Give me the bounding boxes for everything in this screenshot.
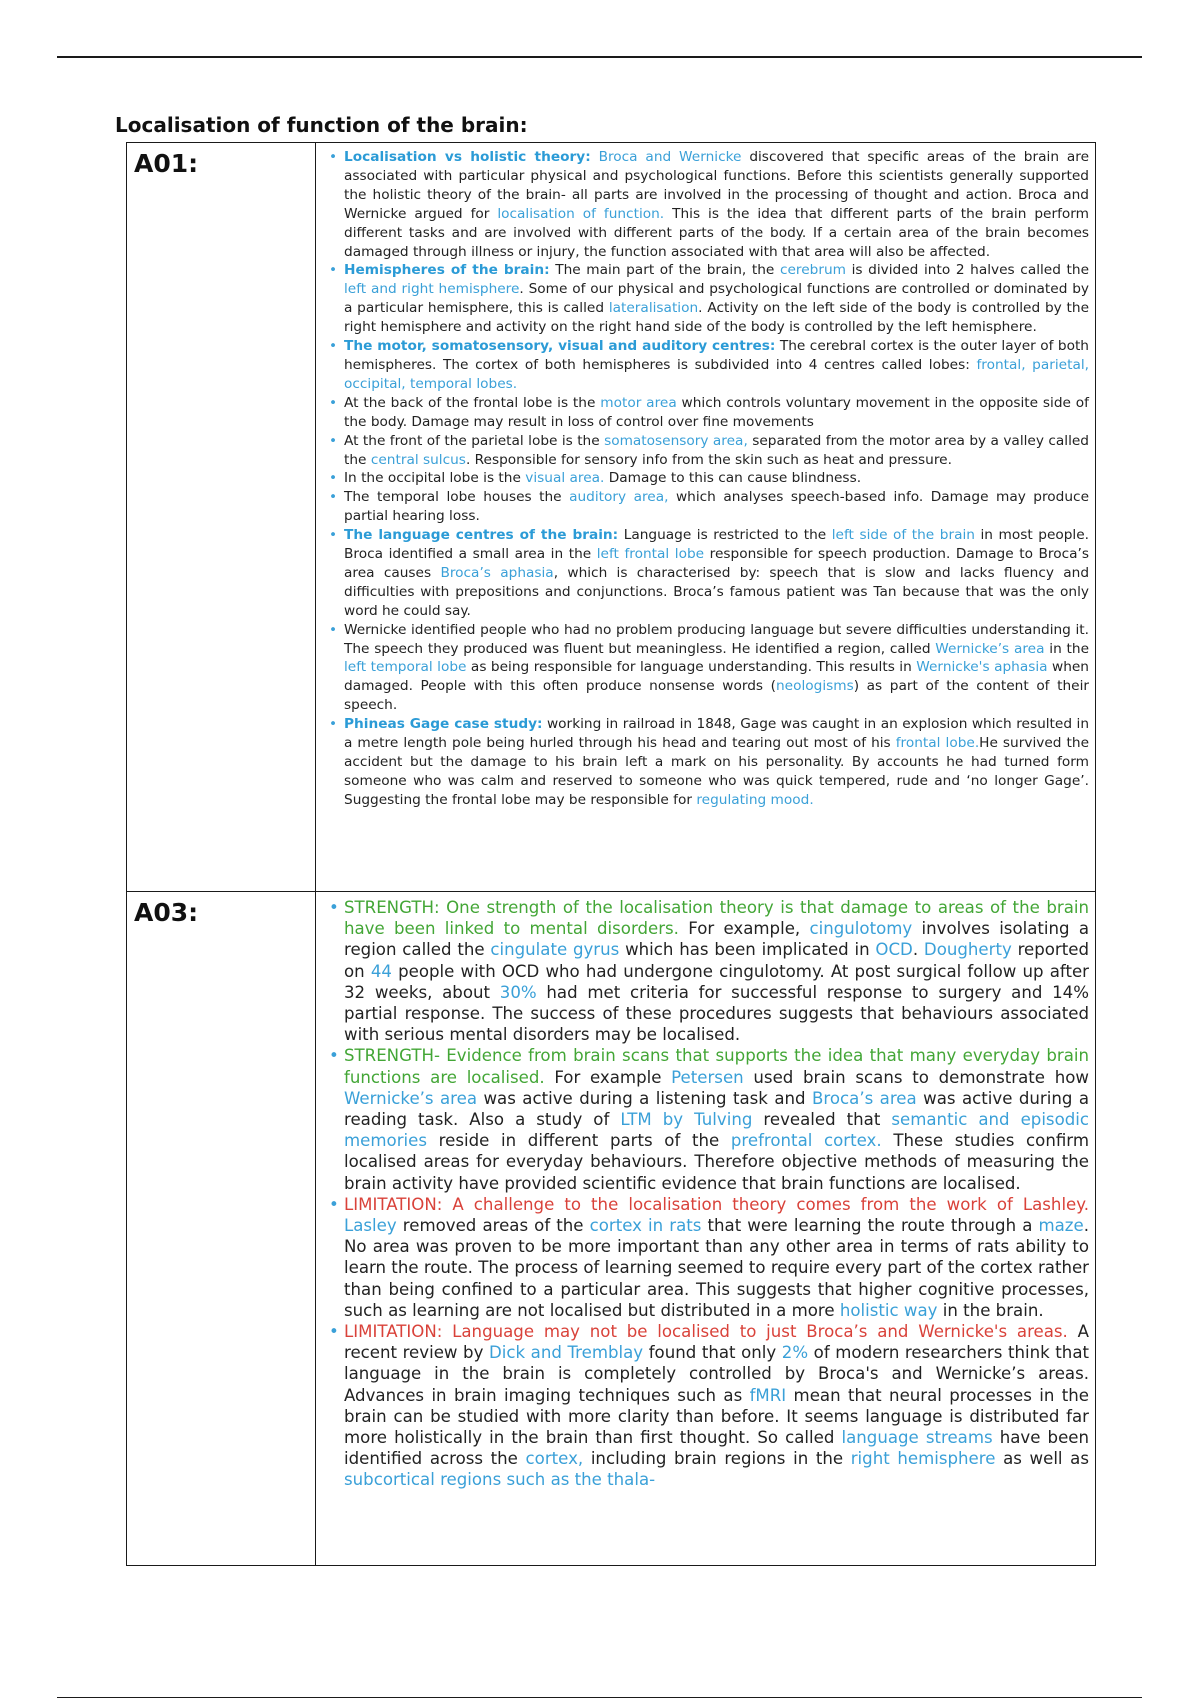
body-text: that were learning the route through a [701,1216,1039,1236]
highlighted-text: Wernicke’s area [935,640,1045,657]
body-text: At the back of the frontal lobe is the [344,394,601,411]
highlighted-text: Petersen [671,1067,744,1087]
bullet-item [328,621,1089,716]
bullet-item [328,261,1089,337]
body-text: responsible for speech production. Damage to Broca’s area causes [344,546,1089,581]
highlighted-text: left frontal lobe [596,546,705,563]
highlighted-text: 44 [370,961,392,981]
body-text: was active during a reading task. Also a study of [344,1088,1089,1130]
bullet-item [328,488,1089,526]
bullet-item [328,432,1089,470]
highlighted-text: Phineas Gage case study: [344,716,543,733]
body-text: as being responsible for language understanding. This results in [466,659,917,676]
highlighted-text: prefrontal cortex. [730,1131,882,1151]
body-text: . No area was proven to be more important than any other area in terms of rats ability to learn the route. The process of learning seemed to require every part of the cortex rather than being confined to a particular area. This suggests that higher cognitive processes, such as learning are not localised but distributed in a more [344,1216,1090,1320]
highlighted-text: 30% [499,982,537,1002]
highlighted-text: Localisation vs holistic theory: [344,149,591,165]
header-rule [57,56,1142,58]
highlighted-text: left temporal lobe [344,659,467,676]
ao3-content-cell [316,892,1095,1565]
ao1-label: A01: [134,149,199,178]
highlighted-text: Wernicke’s area [344,1088,478,1108]
highlighted-text: lateralisation [608,300,699,317]
body-text: . Activity on the left side of the body is controlled by the right hemisphere and activity on the right hand side of the body is controlled by the left hemisphere. [344,300,1089,336]
highlighted-text: motor area [600,394,677,411]
body-text: mean that neural processes in the brain can be studied with more clarity than before. It seems language is distributed far more holistically in the brain than first thought. So called [344,1385,1089,1448]
bullet-item [328,1194,1089,1321]
highlighted-text: The language centres of the brain: [344,527,619,544]
highlighted-text: right hemisphere [850,1449,996,1469]
body-text: reported on [344,940,1089,981]
highlighted-text: central sulcus [370,451,466,468]
bullet-item [328,526,1089,621]
body-text: working in railroad in 1848, Gage was caught in an explosion which resulted in a metre length pole being hurled through his head and tearing out most of his [344,716,1089,752]
bullet-item [328,337,1089,394]
body-text: people with OCD who had undergone cingulotomy. At post surgical follow up after 32 weeks, about [344,961,1089,1002]
body-text: separated from the motor area by a valley called the [344,432,1089,468]
body-text: . Responsible for sensory info from the skin such as heat and pressure. [465,451,952,468]
body-text: A recent review by [344,1322,1089,1363]
highlighted-text: cortex, [525,1449,584,1469]
body-text: in the brain. [937,1300,1044,1320]
body-text: as well as [995,1449,1089,1469]
ao1-label-cell [127,143,316,891]
body-text: For example [544,1067,672,1087]
body-text: He survived the accident but the damage to his brain left a mark on his personality. By accounts he had turned form someone who was calm and reserved to someone who was quick tempered, rude and ‘no longer Gage’. Suggesting the frontal lobe may be responsible for [344,735,1089,808]
ao1-row [126,142,1096,892]
highlighted-text: neologisms [775,678,854,695]
body-text: Wernicke identified people who had no problem producing language but severe difficulties understanding it. The speech they produced was fluent but meaningless. He identified a region, called [344,621,1089,657]
body-text: Language is restricted to the [618,527,832,544]
bullet-item [328,394,1089,432]
body-text: including brain regions in the [583,1449,851,1469]
highlighted-text: language streams [841,1428,993,1448]
highlighted-text: LIMITATION: A challenge to the localisation theory comes from the work of Lashley. [344,1194,1089,1214]
body-text: in most people. Broca identified a small area in the [344,527,1089,563]
highlighted-text: cortex in rats [589,1216,702,1236]
body-text: discovered that specific areas of the brain are associated with particular physical and psychological functions. Before this scientists generally supported the holistic theory of the brain- all parts are involved in the processing of thought and action. Broca and Wernicke argued for [344,149,1089,222]
highlighted-text: fMRI [749,1385,787,1405]
highlighted-text: Hemispheres of the brain: [344,262,550,279]
body-text: . Some of our physical and psychological functions are controlled or dominated by a particular hemisphere, this is called [344,281,1090,317]
highlighted-text: The motor, somatosensory, visual and auditory centres: [344,338,776,355]
highlighted-text: cingulate gyrus [490,940,620,960]
ao3-row [126,891,1096,1566]
body-text: At the front of the parietal lobe is the [344,432,605,449]
highlighted-text: STRENGTH- Evidence from brain scans that supports the idea that many everyday brain functions are localised. [344,1046,1089,1087]
body-text: For example, [678,919,810,939]
body-text: when damaged. People with this often produce nonsense words ( [344,659,1089,695]
ao3-label: A03: [134,898,199,927]
highlighted-text: cerebrum [779,262,846,279]
highlighted-text: frontal lobe. [895,735,980,752]
body-text: was active during a listening task and [477,1088,813,1108]
ao3-bullet-list [328,897,1089,1491]
body-text: reside in different parts of the [426,1131,731,1151]
body-text: This is the idea that different parts of the brain perform different tasks and are involved with different parts of the body. If a certain area of the brain becomes damaged through illness or injury, the function associated with that area will also be affected. [344,205,1089,260]
highlighted-text: left and right hemisphere [344,281,520,298]
highlighted-text: Dick and Tremblay [488,1343,644,1363]
highlighted-text: Lasley [344,1216,397,1236]
bullet-item [328,897,1089,1045]
highlighted-text: STRENGTH: One strength of the localisation theory is that damage to areas of the brain have been linked to mental disorders. [344,898,1089,939]
body-text: of modern researchers think that language in the brain is completely controlled by Broca's and Wernicke’s areas. Advances in brain imaging techniques such as [344,1343,1089,1405]
highlighted-text: subcortical regions such as the thala- [344,1470,656,1490]
highlighted-text: localisation of function. [497,205,665,222]
body-text: is divided into 2 halves called the [845,262,1090,279]
highlighted-text: visual area. [525,470,605,487]
bullet-item [328,148,1089,261]
body-text: in the [1044,640,1089,657]
highlighted-text: holistic way [839,1300,938,1320]
body-text: which has been implicated in [619,940,876,960]
highlighted-text: frontal, parietal, occipital, temporal lobes. [344,356,1089,392]
body-text: have been identified across the [344,1428,1090,1469]
body-text: involves isolating a region called the [344,919,1090,960]
highlighted-text: maze [1038,1216,1084,1236]
body-text: used brain scans to demonstrate how [743,1067,1089,1087]
highlighted-text: somatosensory area, [604,432,748,449]
highlighted-text: semantic and episodic memories [344,1110,1090,1151]
highlighted-text: Broca’s area [812,1088,917,1108]
body-text: , which is characterised by: speech that is slow and lacks fluency and difficulties with prepositions and conjunctions. Broca’s famous patient was Tan because that was the only word he could say. [344,564,1090,619]
body-text: which analyses speech-based info. Damage may produce partial hearing loss. [344,489,1089,525]
highlighted-text: auditory area, [569,489,669,506]
body-text: The cerebral cortex is the outer layer of both hemispheres. The cortex of both hemispheres is subdivided into 4 centres called lobes: [344,338,1089,373]
highlighted-text: cingulotomy [809,919,913,939]
bullet-item [328,1321,1089,1491]
footer-rule [57,1697,1142,1698]
highlighted-text: LIMITATION: Language may not be localised to just Broca’s and Wernicke's areas. [344,1322,1068,1342]
bullet-item [328,469,1089,488]
body-text: The main part of the brain, the [549,262,780,279]
highlighted-text: Wernicke's aphasia [916,659,1048,676]
highlighted-text: 2% [781,1343,809,1363]
ao1-content-cell [316,143,1095,891]
body-text: revealed that [752,1110,892,1130]
body-text: found that only [643,1343,782,1363]
body-text: These studies confirm localised areas for everyday behaviours. Therefore objective methods of measuring the brain activity have provided scientific evidence that brain functions are localised. [344,1131,1089,1193]
highlighted-text: left side of the brain [831,527,975,544]
body-text: ) as part of the content of their speech. [344,678,1089,714]
document-title: Localisation of function of the brain: [115,113,528,137]
bullet-item [328,1045,1089,1193]
highlighted-text: LTM by Tulving [620,1110,753,1130]
body-text: which controls voluntary movement in the opposite side of the body. Damage may result in loss of control over fine movements [344,394,1089,430]
body-text: had met criteria for successful response to surgery and 14% partial response. The success of these procedures suggests that behaviours associated with serious mental disorders may be localised. [344,982,1089,1045]
body-text: . [912,940,924,960]
highlighted-text: OCD [875,940,913,960]
highlighted-text: Dougherty [923,940,1012,960]
highlighted-text: Broca and Wernicke [598,149,742,165]
body-text: In the occipital lobe is the [344,470,526,487]
body-text: Damage to this can cause blindness. [604,470,862,487]
body-text [591,149,599,165]
ao3-label-cell [127,892,316,1565]
highlighted-text: Broca’s aphasia [440,564,554,581]
bullet-item [328,715,1089,810]
ao1-bullet-list [328,148,1089,810]
body-text: removed areas of the [396,1216,590,1236]
highlighted-text: regulating mood. [696,791,814,808]
body-text: The temporal lobe houses the [344,489,570,506]
